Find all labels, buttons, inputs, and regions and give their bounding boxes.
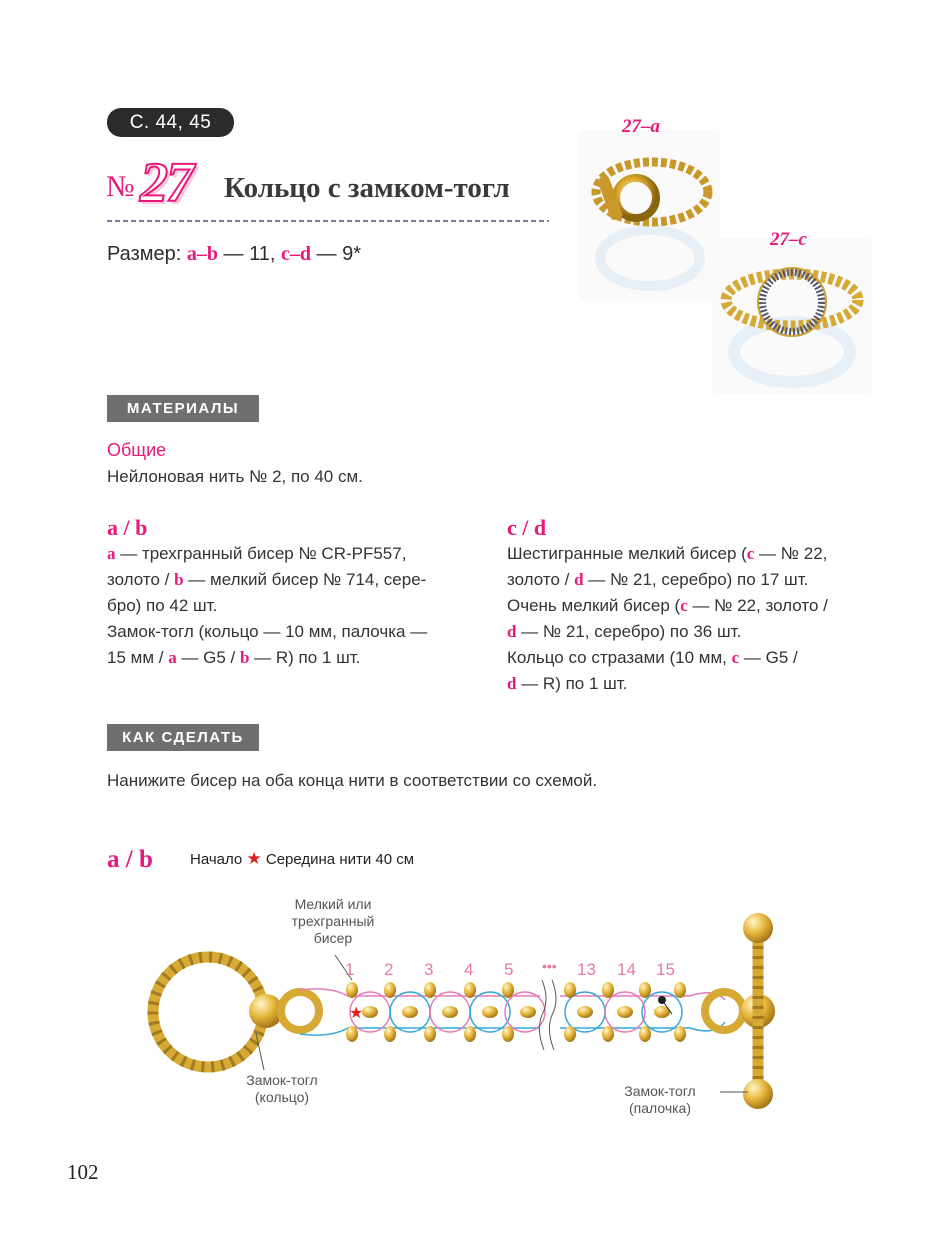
star-icon: ★	[246, 849, 262, 868]
photo-label-c: 27–c	[770, 229, 807, 250]
size-line: Размер: a–b — 11, c–d — 9*	[107, 243, 362, 265]
page-reference-badge: С. 44, 45	[107, 108, 234, 137]
ellipsis-dots: •••	[542, 958, 557, 974]
bead-number: 3	[424, 960, 434, 979]
ab-line: бро) по 42 шт.	[107, 596, 218, 615]
cd-line: Кольцо со стразами (10 мм, c — G5 /	[507, 648, 798, 667]
ab-line: Замок-тогл (кольцо — 10 мм, палочка —	[107, 622, 428, 641]
howto-text: Нанижите бисер на оба конца нити в соответствии со схемой.	[107, 771, 598, 790]
bead-number: 14	[617, 960, 636, 979]
cd-line: Очень мелкий бисер (c — № 22, золото /	[507, 596, 828, 615]
general-text: Нейлоновая нить № 2, по 40 см.	[107, 467, 363, 486]
cd-line: Шестигранные мелкий бисер (c — № 22,	[507, 544, 828, 563]
bead-numbers	[0, 960, 946, 982]
ab-line: 15 мм / a — G5 / b — R) по 1 шт.	[107, 648, 361, 667]
bead-number: 4	[464, 960, 474, 979]
product-photo-a	[578, 130, 720, 300]
start-star-icon: ★	[349, 1003, 364, 1022]
diagram-heading: a / b	[107, 846, 153, 873]
ab-materials	[107, 541, 487, 671]
howto-heading: КАК СДЕЛАТЬ	[107, 724, 259, 751]
page-number: 102	[67, 1160, 99, 1184]
product-photo-c	[712, 238, 872, 394]
cd-line: d — № 21, серебро) по 36 шт.	[507, 622, 742, 641]
cd-line: d — R) по 1 шт.	[507, 674, 628, 693]
ring-label: Замок-тогл (кольцо)	[246, 1072, 318, 1105]
ab-line: золото / b — мелкий бисер № 714, сере-	[107, 570, 427, 589]
ab-line: a — трехгранный бисер № CR-PF557,	[107, 544, 407, 563]
diagram-legend: Начало ★ Середина нити 40 см	[190, 849, 415, 868]
cd-line: золото / d — № 21, серебро) по 17 шт.	[507, 570, 809, 589]
page-title: Кольцо с замком-тогл	[224, 172, 510, 204]
cd-heading: c / d	[507, 515, 547, 540]
bead-number: 2	[384, 960, 394, 979]
bead-number: 13	[577, 960, 596, 979]
photo-label-a: 27–a	[622, 116, 660, 137]
number-sign: №	[106, 170, 135, 203]
bead-label: Мелкий или трехгранный бисер	[291, 896, 375, 946]
materials-heading: МАТЕРИАЛЫ	[107, 395, 259, 422]
title-divider	[107, 219, 549, 223]
bead-number: 15	[656, 960, 675, 979]
bar-label: Замок-тогл (палочка)	[624, 1083, 696, 1116]
cd-materials	[507, 541, 907, 697]
bead-number: 5	[504, 960, 514, 979]
bead-number: 1	[345, 960, 355, 979]
general-heading: Общие	[107, 440, 167, 460]
project-number: 27	[140, 152, 192, 214]
ab-heading: a / b	[107, 515, 148, 540]
